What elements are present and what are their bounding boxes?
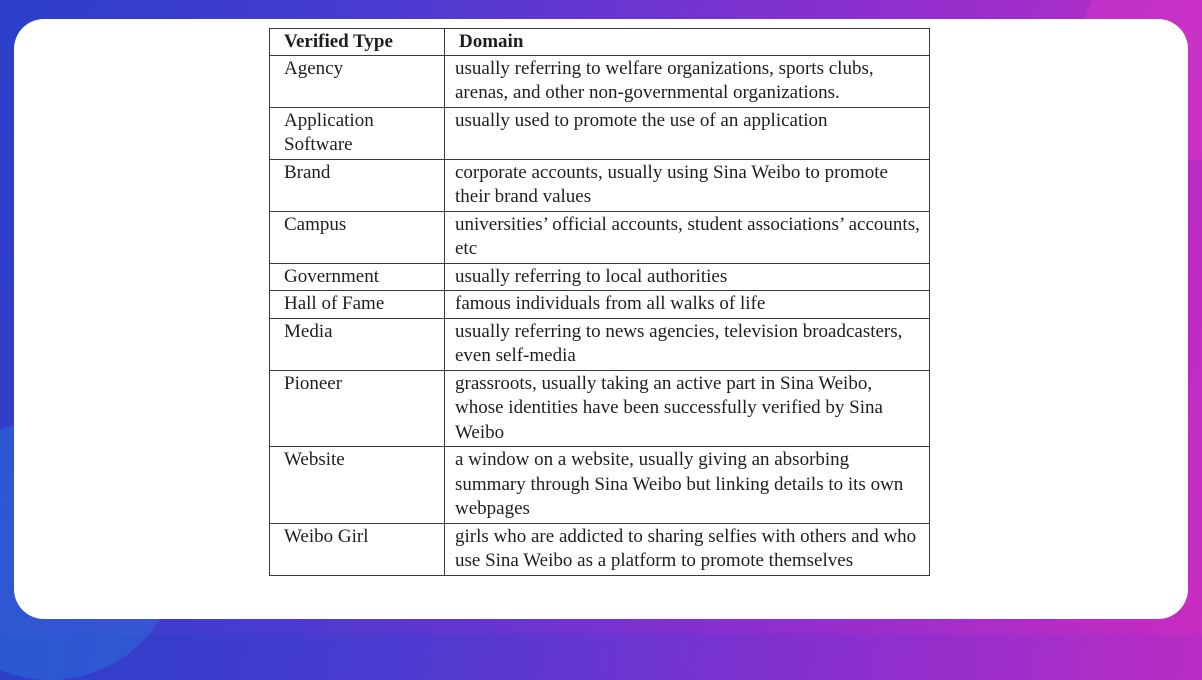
table-header-row — [270, 29, 930, 56]
table-row — [270, 523, 930, 575]
cell-verified-type: Brand — [270, 159, 445, 211]
cell-domain: usually used to promote the use of an application — [445, 107, 930, 159]
verified-type-table — [269, 28, 930, 576]
cell-verified-type: Application Software — [270, 107, 445, 159]
table-row — [270, 107, 930, 159]
content-card — [14, 19, 1188, 619]
cell-verified-type: Media — [270, 318, 445, 370]
table-row — [270, 291, 930, 319]
header-domain: Domain — [445, 29, 930, 56]
cell-domain: usually referring to news agencies, television broadcasters, even self-media — [445, 318, 930, 370]
table-row — [270, 370, 930, 447]
cell-domain: usually referring to local authorities — [445, 263, 930, 291]
table-row — [270, 211, 930, 263]
header-verified-type: Verified Type — [270, 29, 445, 56]
table-row — [270, 263, 930, 291]
cell-domain: usually referring to welfare organizations, sports clubs, arenas, and other non-governmental organizations. — [445, 55, 930, 107]
cell-domain: girls who are addicted to sharing selfies with others and who use Sina Weibo as a platform to promote themselves — [445, 523, 930, 575]
cell-verified-type: Agency — [270, 55, 445, 107]
cell-verified-type: Weibo Girl — [270, 523, 445, 575]
table-row — [270, 447, 930, 524]
cell-domain: a window on a website, usually giving an absorbing summary through Sina Weibo but linking details to its own webpages — [445, 447, 930, 524]
cell-verified-type: Website — [270, 447, 445, 524]
cell-verified-type: Government — [270, 263, 445, 291]
cell-domain: famous individuals from all walks of life — [445, 291, 930, 319]
table-row — [270, 55, 930, 107]
cell-verified-type: Campus — [270, 211, 445, 263]
table-row — [270, 318, 930, 370]
cell-domain: corporate accounts, usually using Sina Weibo to promote their brand values — [445, 159, 930, 211]
cell-domain: universities’ official accounts, student associations’ accounts, etc — [445, 211, 930, 263]
table-row — [270, 159, 930, 211]
cell-domain: grassroots, usually taking an active part in Sina Weibo, whose identities have been successfully verified by Sina Weibo — [445, 370, 930, 447]
table-body — [270, 55, 930, 575]
cell-verified-type: Hall of Fame — [270, 291, 445, 319]
cell-verified-type: Pioneer — [270, 370, 445, 447]
